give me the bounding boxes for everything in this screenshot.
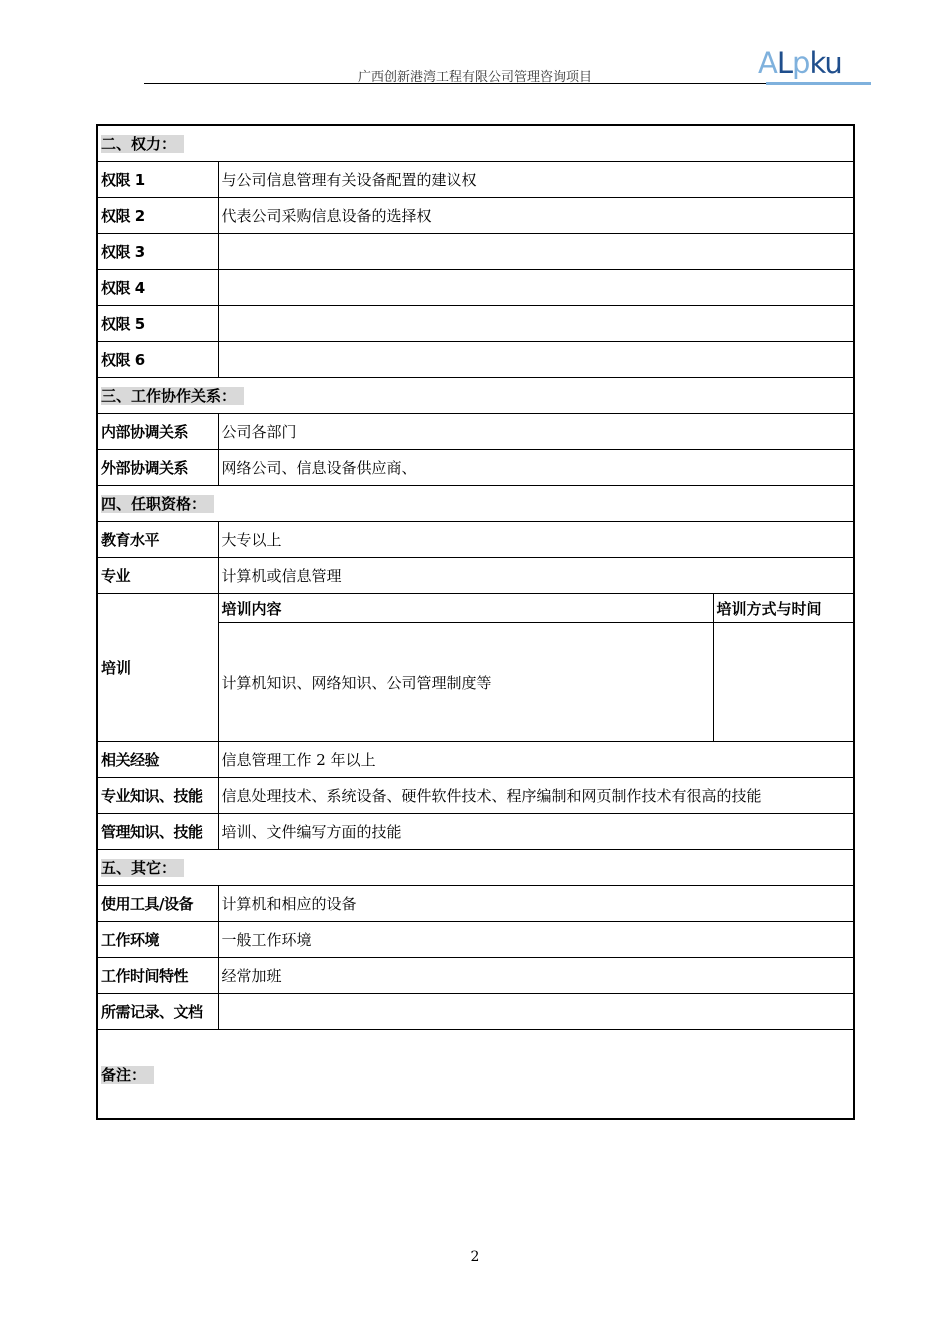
table-row <box>97 778 854 814</box>
company-logo <box>758 46 870 86</box>
row-label: 权限 1 <box>97 162 218 198</box>
training-label: 培训 <box>97 594 218 742</box>
row-label: 权限 5 <box>97 306 218 342</box>
row-value: 一般工作环境 <box>218 922 854 958</box>
table-row <box>97 162 854 198</box>
table-row <box>97 742 854 778</box>
row-value: 计算机和相应的设备 <box>218 886 854 922</box>
row-value <box>218 994 854 1030</box>
row-value <box>218 306 854 342</box>
section-heading-qualifications: 四、任职资格： <box>97 486 854 522</box>
professional-skill-label: 专业知识、技能 <box>97 778 218 814</box>
row-value: 经常加班 <box>218 958 854 994</box>
header-divider <box>144 83 806 84</box>
row-label: 权限 2 <box>97 198 218 234</box>
logo-text: ALpku <box>758 46 842 80</box>
major-value: 计算机或信息管理 <box>218 558 854 594</box>
row-label: 工作时间特性 <box>97 958 218 994</box>
row-value: 代表公司采购信息设备的选择权 <box>218 198 854 234</box>
table-row <box>97 958 854 994</box>
training-header-row <box>97 594 854 623</box>
education-label: 教育水平 <box>97 522 218 558</box>
table-row <box>97 994 854 1030</box>
logo-underline <box>766 82 871 85</box>
row-value: 公司各部门 <box>218 414 854 450</box>
row-label: 所需记录、文档 <box>97 994 218 1030</box>
training-content: 计算机知识、网络知识、公司管理制度等 <box>218 623 713 742</box>
experience-label: 相关经验 <box>97 742 218 778</box>
section-heading-other: 五、其它： <box>97 850 854 886</box>
professional-skill-value: 信息处理技术、系统设备、硬件软件技术、程序编制和网页制作技术有很高的技能 <box>218 778 854 814</box>
table-row <box>97 522 854 558</box>
row-value: 与公司信息管理有关设备配置的建议权 <box>218 162 854 198</box>
section-heading-power: 二、权力： <box>97 125 854 162</box>
table-row <box>97 814 854 850</box>
education-value: 大专以上 <box>218 522 854 558</box>
header-title: 广西创新港湾工程有限公司管理咨询项目 <box>357 70 592 85</box>
table-row <box>97 306 854 342</box>
table-row <box>97 414 854 450</box>
row-label: 权限 3 <box>97 234 218 270</box>
notes-cell <box>97 1030 854 1120</box>
row-label: 外部协调关系 <box>97 450 218 486</box>
table-row <box>97 886 854 922</box>
major-label: 专业 <box>97 558 218 594</box>
row-value <box>218 234 854 270</box>
section-heading-relations: 三、工作协作关系： <box>97 378 854 414</box>
training-method <box>713 623 854 742</box>
table-row <box>97 342 854 378</box>
row-label: 权限 6 <box>97 342 218 378</box>
row-value <box>218 270 854 306</box>
management-skill-value: 培训、文件编写方面的技能 <box>218 814 854 850</box>
row-label: 权限 4 <box>97 270 218 306</box>
row-value: 网络公司、信息设备供应商、 <box>218 450 854 486</box>
table-row <box>97 450 854 486</box>
table-row <box>97 558 854 594</box>
table-row <box>97 922 854 958</box>
row-label: 使用工具/设备 <box>97 886 218 922</box>
table-row <box>97 270 854 306</box>
job-description-table <box>96 124 855 1120</box>
row-label: 工作环境 <box>97 922 218 958</box>
row-label: 内部协调关系 <box>97 414 218 450</box>
page-number: 2 <box>470 1249 480 1265</box>
management-skill-label: 管理知识、技能 <box>97 814 218 850</box>
training-content-header: 培训内容 <box>218 594 713 623</box>
experience-value: 信息管理工作 2 年以上 <box>218 742 854 778</box>
notes-heading: 备注： <box>101 1066 154 1084</box>
table-row <box>97 234 854 270</box>
row-value <box>218 342 854 378</box>
training-method-header: 培训方式与时间 <box>713 594 854 623</box>
table-row <box>97 198 854 234</box>
